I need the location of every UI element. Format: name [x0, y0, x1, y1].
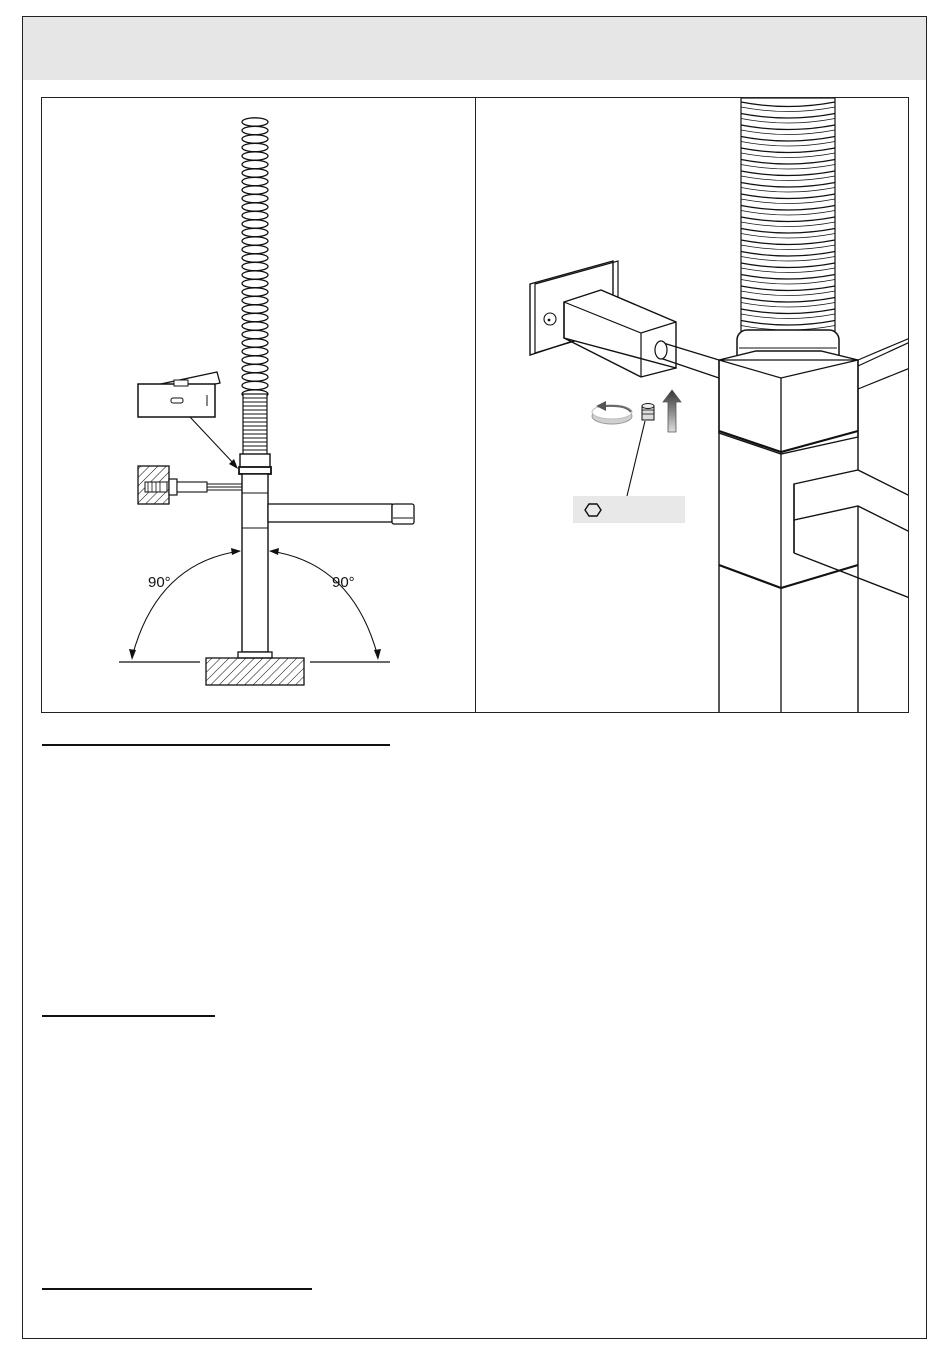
section-heading-rule-1 — [42, 744, 390, 746]
section-heading-rule-3 — [42, 1288, 312, 1290]
angle-label-left: 90° — [148, 574, 171, 591]
section-heading-rule-2 — [42, 1015, 215, 1017]
spirit-level-icon — [138, 372, 220, 417]
hex-key-icon — [584, 500, 604, 520]
up-arrow-icon — [663, 390, 681, 432]
tool-label-box — [573, 496, 685, 523]
angle-label-right: 90° — [332, 574, 355, 591]
faucet-level-drawing — [42, 98, 476, 713]
header-bar — [23, 17, 926, 80]
figure-grub-screw-detail — [475, 97, 909, 713]
spring-coil — [242, 118, 268, 398]
grub-screw-drawing — [476, 98, 909, 713]
figure-level-alignment — [41, 97, 476, 713]
corrugated-hose — [741, 98, 835, 342]
grub-screw-icon — [642, 404, 654, 421]
rotate-arrow-icon — [592, 401, 632, 424]
